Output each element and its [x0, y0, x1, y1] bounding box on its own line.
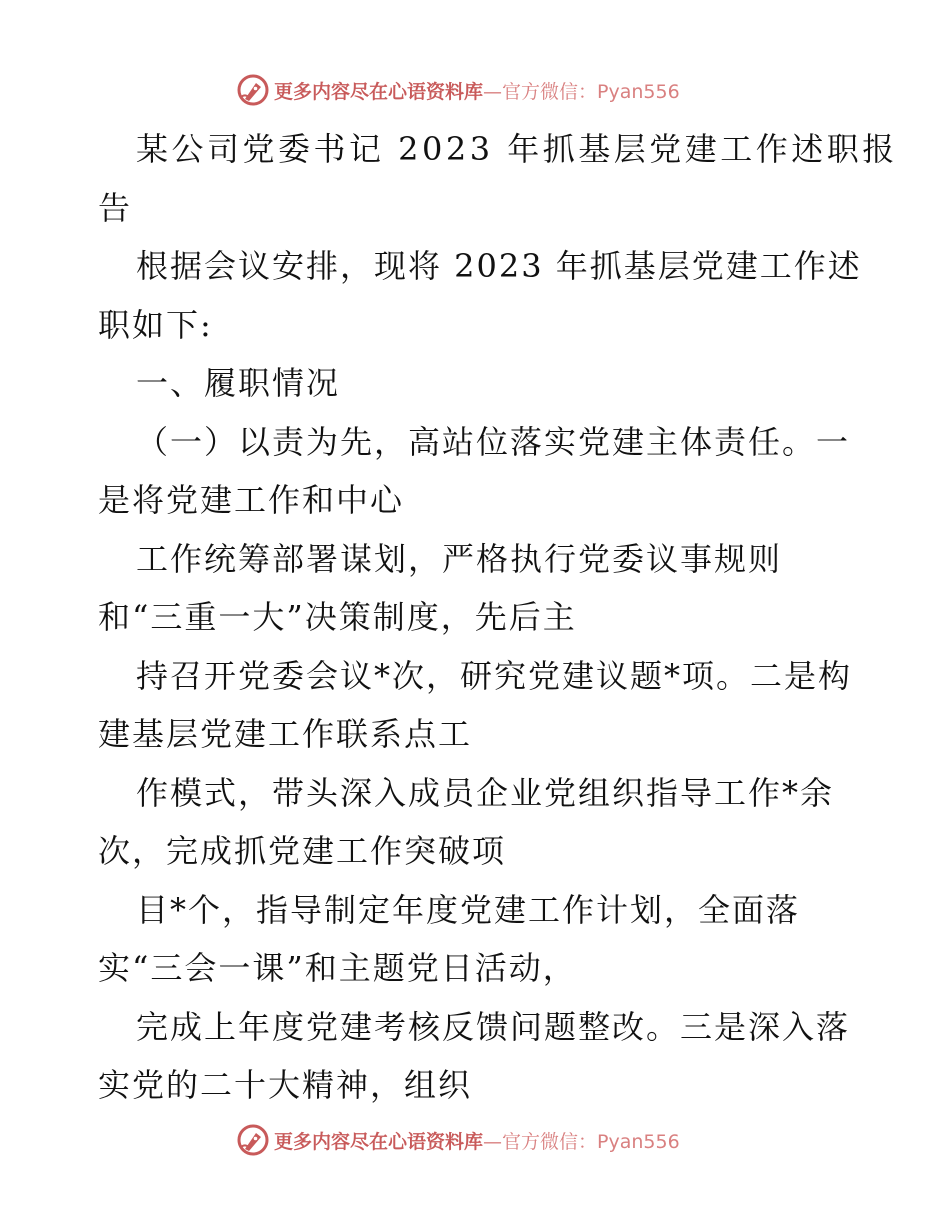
watermark-main-text: 更多内容尽在心语资料库	[274, 1130, 484, 1153]
doc-paragraph-line: 根据会议安排，现将 2023 年抓基层党建工作述	[136, 247, 862, 285]
doc-paragraph-line: 建基层党建工作联系点工	[98, 715, 473, 753]
pen-nib-logo-icon	[236, 73, 270, 107]
doc-paragraph-line: 目*个，指导制定年度党建工作计划，全面落	[136, 890, 801, 929]
pen-nib-logo-icon	[236, 1123, 270, 1157]
doc-title-line-1: 某公司党委书记 2023 年抓基层党建工作述职报	[136, 130, 898, 168]
doc-paragraph-line: 持召开党委会议*次，研究党建议题*项。二是构	[136, 656, 853, 695]
watermark-main-text: 更多内容尽在心语资料库	[274, 80, 484, 103]
doc-paragraph-line: 次，完成抓党建工作突破项	[98, 832, 507, 870]
doc-paragraph-line: 完成上年度党建考核反馈问题整改。三是深入落	[136, 1007, 851, 1046]
subsection-heading-line: （一）以责为先，高站位落实党建主体责任。一	[136, 422, 851, 461]
doc-paragraph-line: 和“三重一大”决策制度，先后主	[98, 598, 577, 636]
doc-paragraph-line: 实“三会一课”和主题党日活动，	[98, 949, 577, 987]
header-watermark	[236, 73, 756, 107]
doc-paragraph-line: 作模式，带头深入成员企业党组织指导工作*余	[136, 773, 835, 812]
watermark-contact-text: —官方微信：Pyan556	[483, 80, 680, 103]
doc-paragraph-line: 是将党建工作和中心	[98, 481, 405, 519]
doc-paragraph-line: 职如下:	[98, 305, 213, 344]
section-heading: 一、履职情况	[136, 364, 341, 402]
doc-paragraph-line: 工作统筹部署谋划，严格执行党委议事规则	[136, 539, 783, 578]
footer-watermark	[236, 1123, 756, 1157]
doc-paragraph-line: 实党的二十大精神，组织	[98, 1066, 473, 1104]
watermark-contact-text: —官方微信：Pyan556	[483, 1130, 680, 1153]
doc-title-line-2: 告	[98, 188, 133, 227]
document-body	[98, 120, 898, 1115]
